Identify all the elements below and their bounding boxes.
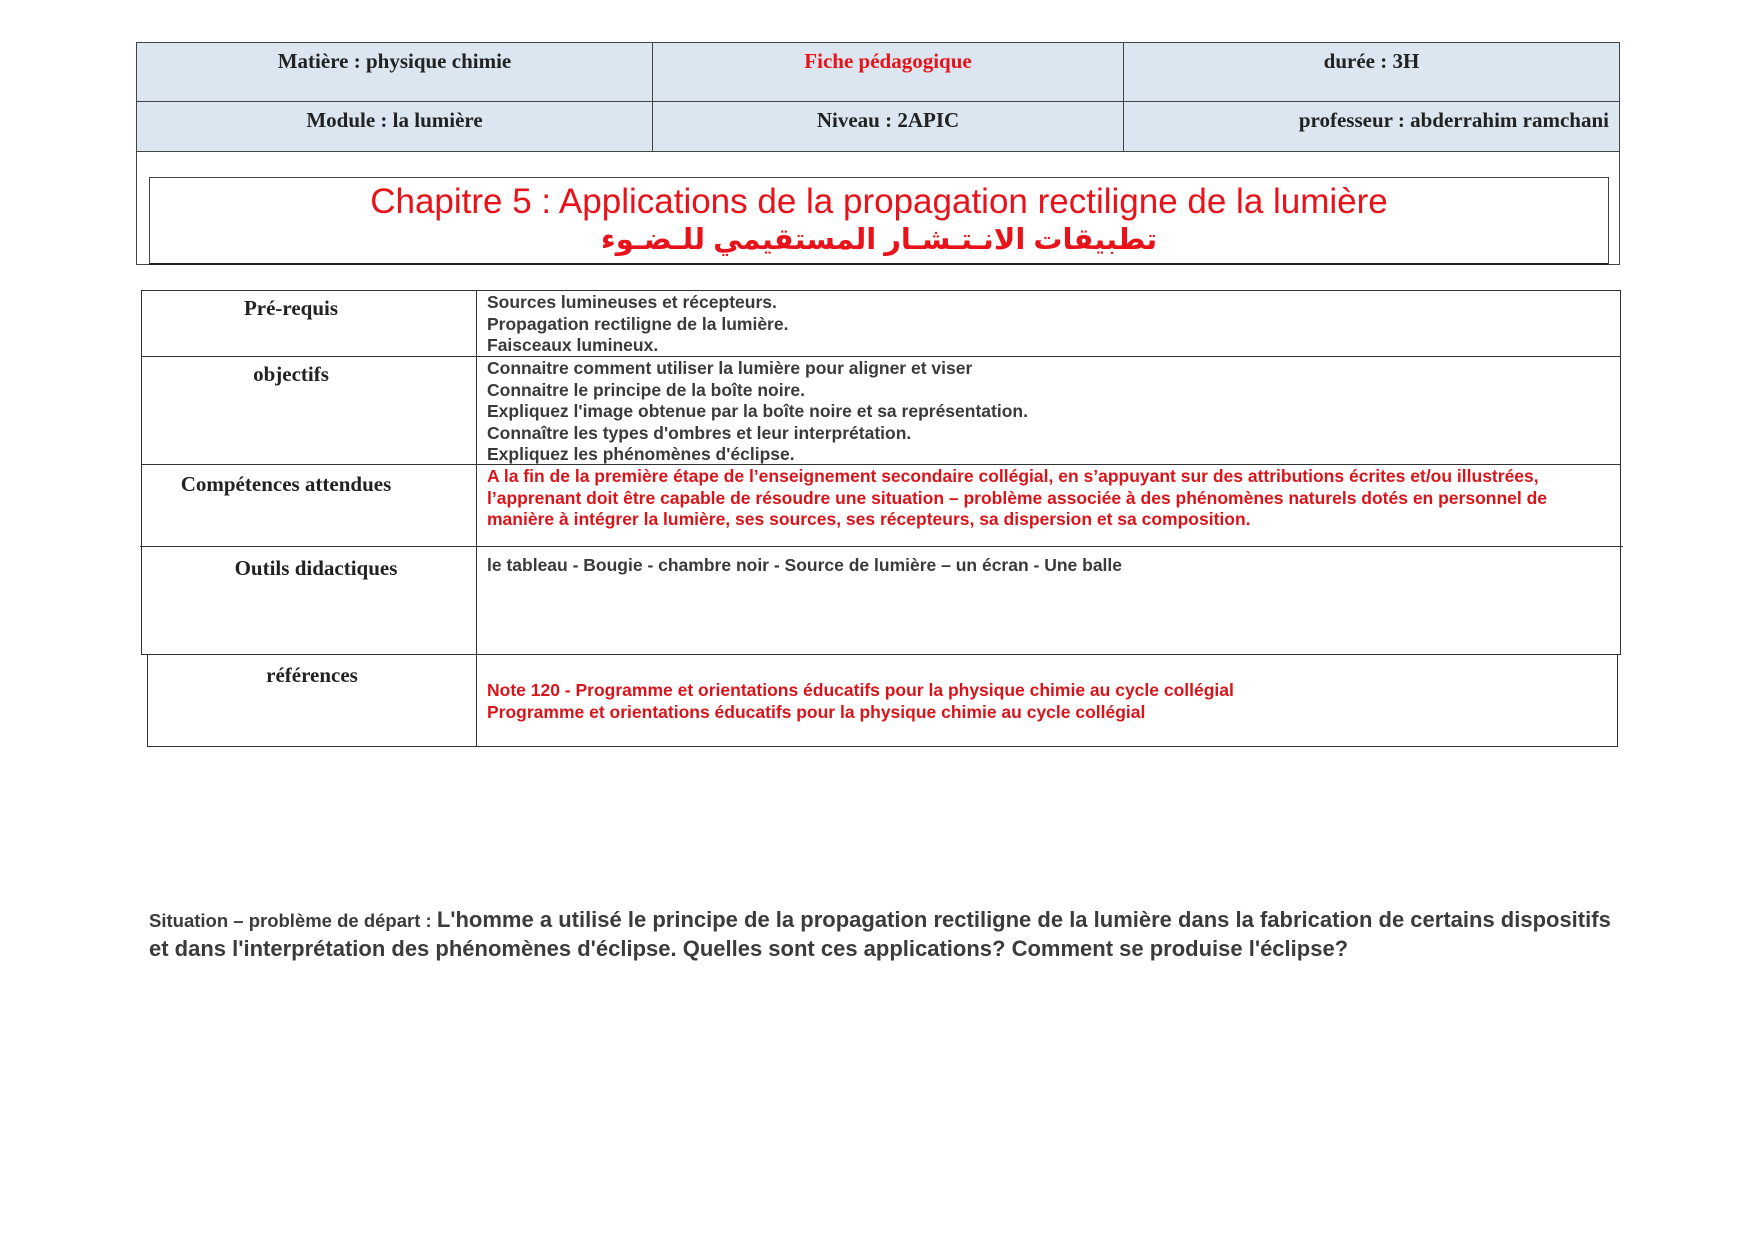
matiere-label: Matière : physique chimie (277, 49, 512, 73)
chapter-title-ar: تطبيقات الانـتـشـار المستقيمي للـضـوء (600, 224, 1158, 256)
objectifs-content (487, 358, 1028, 466)
list-item: Sources lumineuses et récepteurs. (487, 292, 777, 312)
list-item: Faisceaux lumineux. (487, 335, 659, 355)
list-item: Expliquez l'image obtenue par la boîte noire et sa représentation. (487, 401, 1028, 421)
table-line (141, 356, 1621, 357)
situation-text: L'homme a utilisé le principe de la propagation rectiligne de la lumière dans la fabrication de certains dispositifs et dans l'interprétation des phénomènes d'éclipse. Quelles sont ces applications? Comment se produise l'éclipse? (149, 907, 1611, 961)
professeur-cell (1124, 102, 1619, 152)
module-cell (137, 102, 653, 152)
list-item: Connaitre le principe de la boîte noire. (487, 379, 805, 400)
fiche-cell (653, 43, 1124, 102)
table-line (147, 746, 1618, 747)
list-item: Connaitre comment utiliser la lumière pour aligner et viser (487, 358, 973, 378)
list-item: Note 120 - Programme et orientations éducatifs pour la physique chimie au cycle collégial (487, 680, 1234, 700)
situation-label: Situation – problème de départ : (149, 910, 437, 931)
prerequis-label: Pré-requis (243, 296, 339, 320)
table-line (140, 546, 1623, 547)
table-line (141, 654, 1621, 655)
list-item: Expliquez les phénomènes d'éclipse. (487, 444, 795, 464)
list-item: Connaître les types d'ombres et leur interprétation. (487, 422, 912, 443)
table-line (1620, 290, 1621, 654)
professeur-label: professeur : abderrahim ramchani (1298, 108, 1609, 132)
references-content (487, 680, 1234, 723)
competences-label: Compétences attendues (180, 472, 392, 496)
list-item: Propagation rectiligne de la lumière. (487, 313, 789, 334)
chapter-title-box (149, 177, 1609, 265)
niveau-label: Niveau : 2APIC (816, 108, 960, 132)
competences-content: A la fin de la première étape de l’enseignement secondaire collégial, en s’appuyant sur des attributions écrites et/ou illustrées, l’apprenant doit être capable de résoudre une situation – problème associée à des phénomènes naturels dotés en personnel de manière à intégrer la lumière, ses sources, ses récepteurs, sa dispersion et sa composition. (487, 466, 1548, 529)
table-line (141, 290, 1621, 291)
niveau-cell (653, 102, 1124, 152)
duree-cell (1124, 43, 1619, 102)
fiche-label: Fiche pédagogique (804, 49, 972, 73)
objectifs-label: objectifs (253, 362, 329, 386)
chapter-title-fr: Chapitre 5 : Applications de la propagation rectiligne de la lumière (370, 182, 1388, 221)
duree-label: durée : 3H (1323, 49, 1420, 73)
header-table (136, 42, 1620, 265)
matiere-cell (137, 43, 653, 102)
outils-label: Outils didactiques (234, 556, 398, 580)
outils-content: le tableau - Bougie - chambre noir - Source de lumière – un écran - Une balle (487, 555, 1123, 575)
table-line (1617, 654, 1618, 746)
situation-probleme (149, 906, 1619, 963)
module-label: Module : la lumière (306, 108, 483, 132)
list-item: Programme et orientations éducatifs pour la physique chimie au cycle collégial (487, 701, 1146, 722)
references-label: références (266, 663, 358, 687)
prerequis-content (487, 292, 788, 357)
